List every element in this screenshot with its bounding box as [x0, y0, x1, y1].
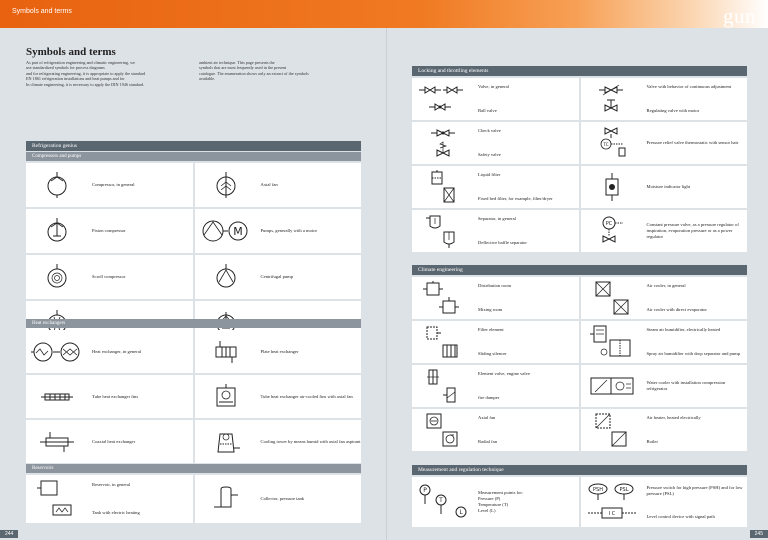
- symbol-label-group: [474, 216, 527, 245]
- symbol-label: Distribution room: [478, 283, 512, 289]
- symbol-cell: [581, 166, 748, 208]
- intro-line: In climate engineering, it is necessary to apply the DIN 1946 standard.: [26, 81, 145, 87]
- symbol-cell: [581, 210, 748, 252]
- symbol-label-group: [643, 283, 707, 312]
- section-title: Locking and throttling elements: [412, 66, 747, 76]
- sym-text: L: [459, 509, 463, 516]
- symbol-label: Element valve, engine valve: [478, 371, 531, 377]
- symbol-label: Valve with behavior of continuous adjustment: [646, 84, 732, 90]
- symbol-label: Ball valve: [478, 107, 497, 113]
- symbol-label: fire damper: [478, 394, 500, 400]
- heat-exchanger-icon: [26, 330, 88, 373]
- pressure-relief-valve-icon: [581, 122, 643, 164]
- symbol-label: Plate heat exchanger: [260, 348, 299, 354]
- symbol-label: Pressure (P): [478, 496, 501, 501]
- section-title: Climate engineering: [412, 265, 747, 275]
- symbol-cell: [26, 420, 193, 463]
- symbol-label: Level (L): [478, 508, 496, 513]
- distribution-room-icon: [412, 277, 474, 319]
- symbol-label-group: [643, 84, 732, 113]
- svg-text:TC: TC: [602, 142, 609, 147]
- moisture-indicator-icon: [581, 166, 643, 208]
- symbol-cell: [26, 163, 193, 207]
- svg-text:PC: PC: [605, 221, 612, 227]
- symbol-label: Regulating valve with motor: [646, 107, 700, 113]
- refrigeration-section: [26, 141, 361, 345]
- intro-line: and for refrigerating engineering, it is appropriate to apply the standard: [26, 70, 146, 76]
- air-cooled-exchanger-icon: [195, 375, 257, 418]
- intro-line: symbols that are most frequently used in the present: [199, 65, 287, 71]
- symbol-label: Pressure relief valve thermostatic with sensor hair: [646, 140, 739, 145]
- symbol-label: Pressure switch for high pressure (PSH) and for low pressure (PSL): [646, 484, 743, 496]
- symbol-label-group: [474, 415, 497, 444]
- sym-text: I C: [608, 511, 615, 517]
- symbol-cell: [581, 277, 748, 319]
- intro-line: use standardized symbols for process diagrams: [26, 65, 105, 71]
- symbol-cell: [581, 365, 748, 407]
- header-bar: [0, 0, 768, 28]
- symbol-cell: [581, 78, 748, 120]
- sym-text: PSL: [619, 487, 628, 493]
- symbol-label: Deflective baffle separator: [478, 239, 527, 245]
- sym-text: PSH: [592, 487, 603, 493]
- symbol-cell: [581, 122, 748, 164]
- heat-exchangers-section: [26, 319, 361, 463]
- constant-pressure-valve-icon: [581, 210, 643, 252]
- symbol-cell: [412, 166, 579, 208]
- plate-heat-exchanger-icon: [195, 330, 257, 373]
- climate-section: [412, 265, 747, 451]
- intro-column-1: [26, 60, 196, 87]
- motor-pump-icon: [195, 209, 257, 253]
- symbol-label: Tube heat exchanger fins: [92, 393, 139, 399]
- axial-fan-icon: [412, 409, 474, 451]
- symbol-label-group: [474, 490, 523, 514]
- right-page: [387, 28, 768, 540]
- symbol-label: Check valve: [478, 128, 501, 134]
- reservoir-icon: [26, 475, 88, 523]
- scroll-compressor-icon: [26, 255, 88, 299]
- symbol-label: Air cooler, in general: [646, 283, 686, 289]
- section-title: Measurement and regulation technique: [412, 465, 747, 475]
- symbol-label: Temperature (T): [478, 502, 509, 507]
- symbol-label-group: [643, 415, 701, 444]
- symbol-label: Scroll compressor: [92, 274, 126, 279]
- intro-line: As part of refrigeration engineering and climatic engineering, we: [26, 60, 135, 65]
- collector-icon: [195, 475, 257, 523]
- symbol-cell: [412, 477, 579, 527]
- symbol-label: Compressor, in general: [92, 182, 135, 187]
- symbol-label: Liquid filter: [478, 172, 501, 178]
- symbol-label: Tank with electric heating: [92, 509, 140, 515]
- symbol-label: Level control device with signal path: [646, 513, 715, 519]
- cooling-tower-icon: [195, 420, 257, 463]
- air-heater-icon: [581, 409, 643, 451]
- symbol-label: Fixed bed filter, for example, filter/dryer: [478, 195, 553, 201]
- tube-heat-exchanger-icon: [26, 375, 88, 418]
- symbol-cell: [412, 210, 579, 252]
- symbol-cell: [26, 255, 193, 299]
- symbol-label: Coaxial heat exchanger: [92, 438, 136, 444]
- intro-line: catalogue. The enumeration shows only an extract of the symbols: [199, 70, 309, 76]
- symbol-label: Radial fan: [478, 438, 498, 444]
- symbol-label: Water cooler with installation compression refrigerator: [646, 380, 726, 391]
- symbol-label-group: [474, 84, 509, 113]
- air-cooler-icon: [581, 277, 643, 319]
- symbol-label: Filter element: [478, 327, 504, 333]
- symbol-cell: [195, 255, 362, 299]
- air-humidifier-icon: [581, 321, 643, 363]
- filter-element-icon: [412, 321, 474, 363]
- section-subtitle: Heat exchangers: [26, 319, 361, 328]
- symbol-label: Reservoir, in general: [92, 482, 131, 488]
- symbol-cell: [412, 277, 579, 319]
- symbol-cell: [26, 475, 193, 523]
- valve-icon: [412, 78, 474, 120]
- symbol-label: Valve, in general: [478, 84, 509, 90]
- symbol-label: Steam air humidifier, electrically heated: [646, 327, 721, 333]
- symbol-label: Air heater, heated electrically: [646, 415, 701, 421]
- intro-column-2: [199, 60, 359, 82]
- symbol-label: Heat exchanger, in general: [92, 348, 142, 354]
- sym-text: P: [423, 487, 427, 494]
- separator-icon: [412, 210, 474, 252]
- symbol-label: Collector, pressure tank: [260, 496, 305, 501]
- pressure-switch-icon: [581, 477, 643, 527]
- symbol-label: Piston compressor: [92, 228, 126, 233]
- symbol-label: Axial fan: [260, 182, 278, 187]
- coaxial-heat-exchanger-icon: [26, 420, 88, 463]
- section-subtitle: Reservoirs: [26, 464, 361, 473]
- measurement-points-icon: [412, 477, 474, 527]
- symbol-cell: [26, 330, 193, 373]
- symbol-cell: [581, 477, 748, 527]
- symbol-cell: [581, 409, 748, 451]
- water-cooler-icon: [581, 365, 643, 407]
- axial-fan-icon: [195, 163, 257, 207]
- piston-compressor-icon: [26, 209, 88, 253]
- locking-section: [412, 66, 747, 252]
- left-page: [0, 28, 387, 540]
- symbol-label: Pumps, generally with a motor: [260, 228, 318, 233]
- header-title: Symbols and terms: [12, 8, 72, 15]
- symbol-cell: [195, 209, 362, 253]
- symbol-label: Mixing room: [478, 306, 503, 312]
- symbol-label-group: [474, 327, 507, 356]
- measurement-section: [412, 465, 747, 527]
- symbol-label: Air cooler with direct evaporator: [646, 306, 707, 312]
- liquid-filter-icon: [412, 166, 474, 208]
- brand-logo: gun: [723, 4, 756, 28]
- symbol-label: Cooling tower by means humid with axial fan aspirant: [260, 438, 361, 444]
- symbol-label: Centrifugal pump: [260, 274, 294, 279]
- page-number: 244: [0, 530, 18, 538]
- symbol-cell: [26, 375, 193, 418]
- symbol-label-group: [474, 283, 511, 312]
- symbol-cell: [195, 330, 362, 373]
- symbol-cell: [195, 163, 362, 207]
- symbol-cell: [26, 209, 193, 253]
- symbol-label: Separator, in general: [478, 216, 516, 222]
- reservoirs-section: [26, 464, 361, 523]
- engine-valve-icon: [412, 365, 474, 407]
- symbol-label: Spray air humidifier with drop separator and pump: [646, 350, 741, 356]
- intro-line: ambient air technique. This page presents the: [199, 60, 275, 65]
- symbol-label: Sliding silencer: [478, 350, 507, 356]
- symbol-cell: [412, 321, 579, 363]
- symbol-cell: [195, 475, 362, 523]
- regulating-valve-icon: [581, 78, 643, 120]
- symbol-cell: [195, 375, 362, 418]
- symbol-label: Moisture indicator light: [646, 184, 691, 189]
- intro-line: EN 1861 refrigeration installations and heat pumps and for: [26, 76, 125, 82]
- symbol-label: Axial fan: [478, 415, 496, 421]
- symbol-cell: [412, 122, 579, 164]
- symbol-label-group: [643, 485, 748, 520]
- section-title: Refrigeration genius: [26, 141, 361, 151]
- symbol-label: Boiler: [646, 438, 658, 444]
- symbol-label: Tube heat exchanger air-cooled fins with axial fan: [260, 393, 353, 399]
- symbol-label-group: [474, 128, 501, 157]
- symbol-label: Safety valve: [478, 151, 501, 157]
- symbol-label: Constant pressure valve, as a pressure regulator of inspiration, evaporation pressure or as a power regulator: [646, 222, 739, 239]
- page-heading: Symbols and terms: [26, 46, 116, 58]
- centrifugal-pump-icon: [195, 255, 257, 299]
- sym-text: T: [439, 497, 443, 504]
- section-subtitle: Compressors and pumps: [26, 152, 361, 161]
- symbol-cell: [195, 420, 362, 463]
- intro-line: available.: [199, 76, 216, 82]
- svg-text:M: M: [232, 225, 243, 238]
- page-number: 245: [750, 530, 768, 538]
- symbol-cell: [412, 409, 579, 451]
- compressor-icon: [26, 163, 88, 207]
- symbol-label: Measurement points for:: [478, 490, 524, 495]
- symbol-label-group: [88, 482, 140, 516]
- symbol-cell: [412, 365, 579, 407]
- check-valve-icon: [412, 122, 474, 164]
- symbol-cell: [581, 321, 748, 363]
- symbol-label-group: [474, 172, 553, 201]
- symbol-label-group: [474, 371, 530, 400]
- symbol-cell: [412, 78, 579, 120]
- symbol-label-group: [643, 327, 741, 356]
